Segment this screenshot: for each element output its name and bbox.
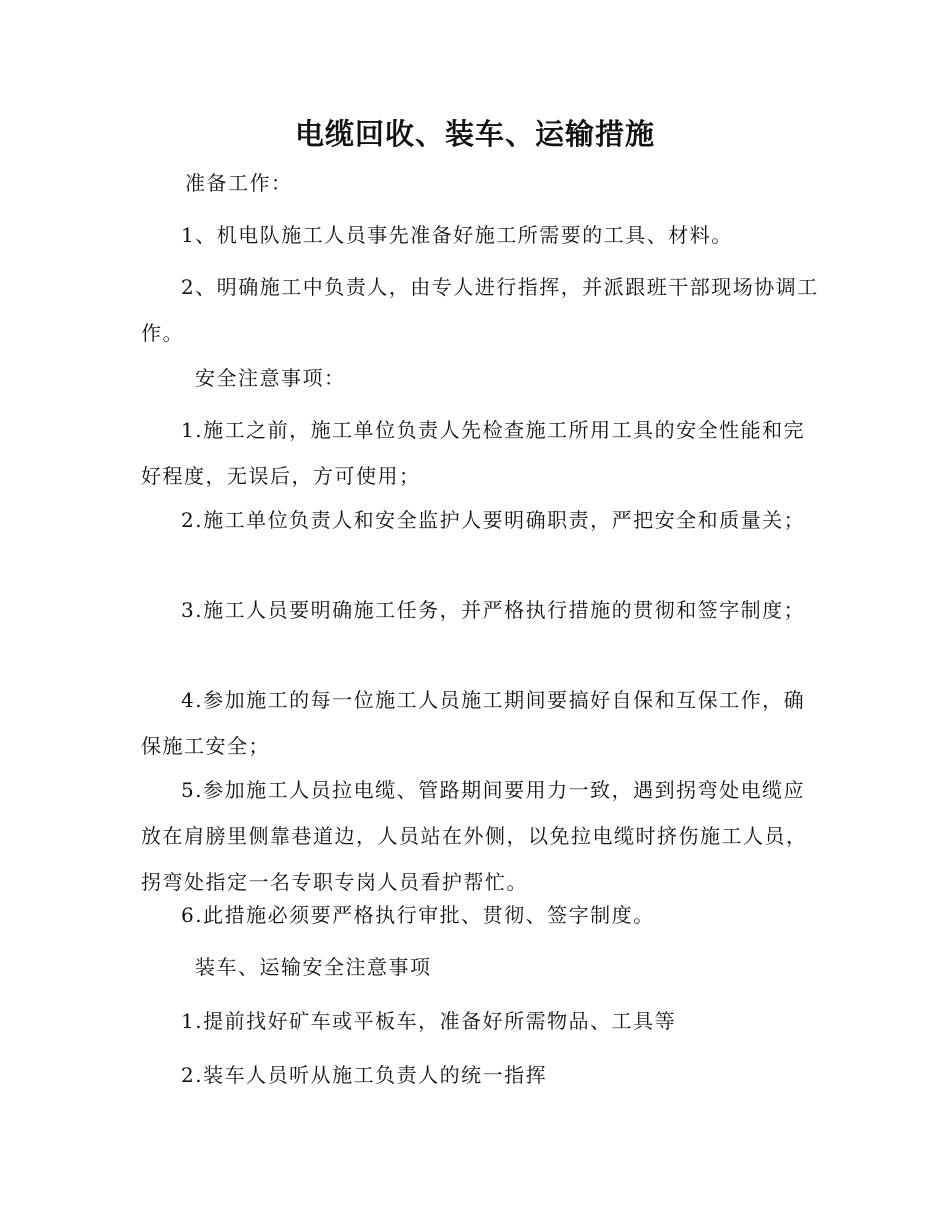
safety-item-3: 3.施工人员要明确施工任务，并严格执行措施的贯彻和签字制度； [181,598,806,622]
safety-item-1: 1.施工之前，施工单位负责人先检查施工所用工具的安全性能和完好程度，无误后，方可使用； [141,418,806,488]
safety-item-4: 4.参加施工的每一位施工人员施工期间要搞好自保和互保工作，确保施工安全； [141,688,806,758]
document-title: 电缆回收、装车、运输措施 [294,117,655,151]
section-heading-transport: 装车、运输安全注意事项 [195,955,432,979]
section-heading-safety: 安全注意事项： [195,366,346,390]
safety-item-2: 2.施工单位负责人和安全监护人要明确职责，严把安全和质量关； [181,508,806,532]
safety-item-5: 5.参加施工人员拉电缆、管路期间要用力一致，遇到拐弯处电缆应放在肩膀里侧靠巷道边，人员站在外侧，以免拉电缆时挤伤施工人员，拐弯处指定一名专职专岗人员看护帮忙。 [141,778,808,894]
transport-item-1: 1.提前找好矿车或平板车，准备好所需物品、工具等 [181,1009,677,1033]
transport-item-2: 2.装车人员听从施工负责人的统一指挥 [181,1063,548,1087]
prep-item-2: 2、明确施工中负责人，由专人进行指挥，并派跟班干部现场协调工作。 [141,275,819,345]
section-heading-preparation: 准备工作： [185,171,293,195]
safety-item-6: 6.此措施必须要严格执行审批、贯彻、签字制度。 [181,903,655,927]
prep-item-1: 1、机电队施工人员事先准备好施工所需要的工具、材料。 [181,223,733,247]
